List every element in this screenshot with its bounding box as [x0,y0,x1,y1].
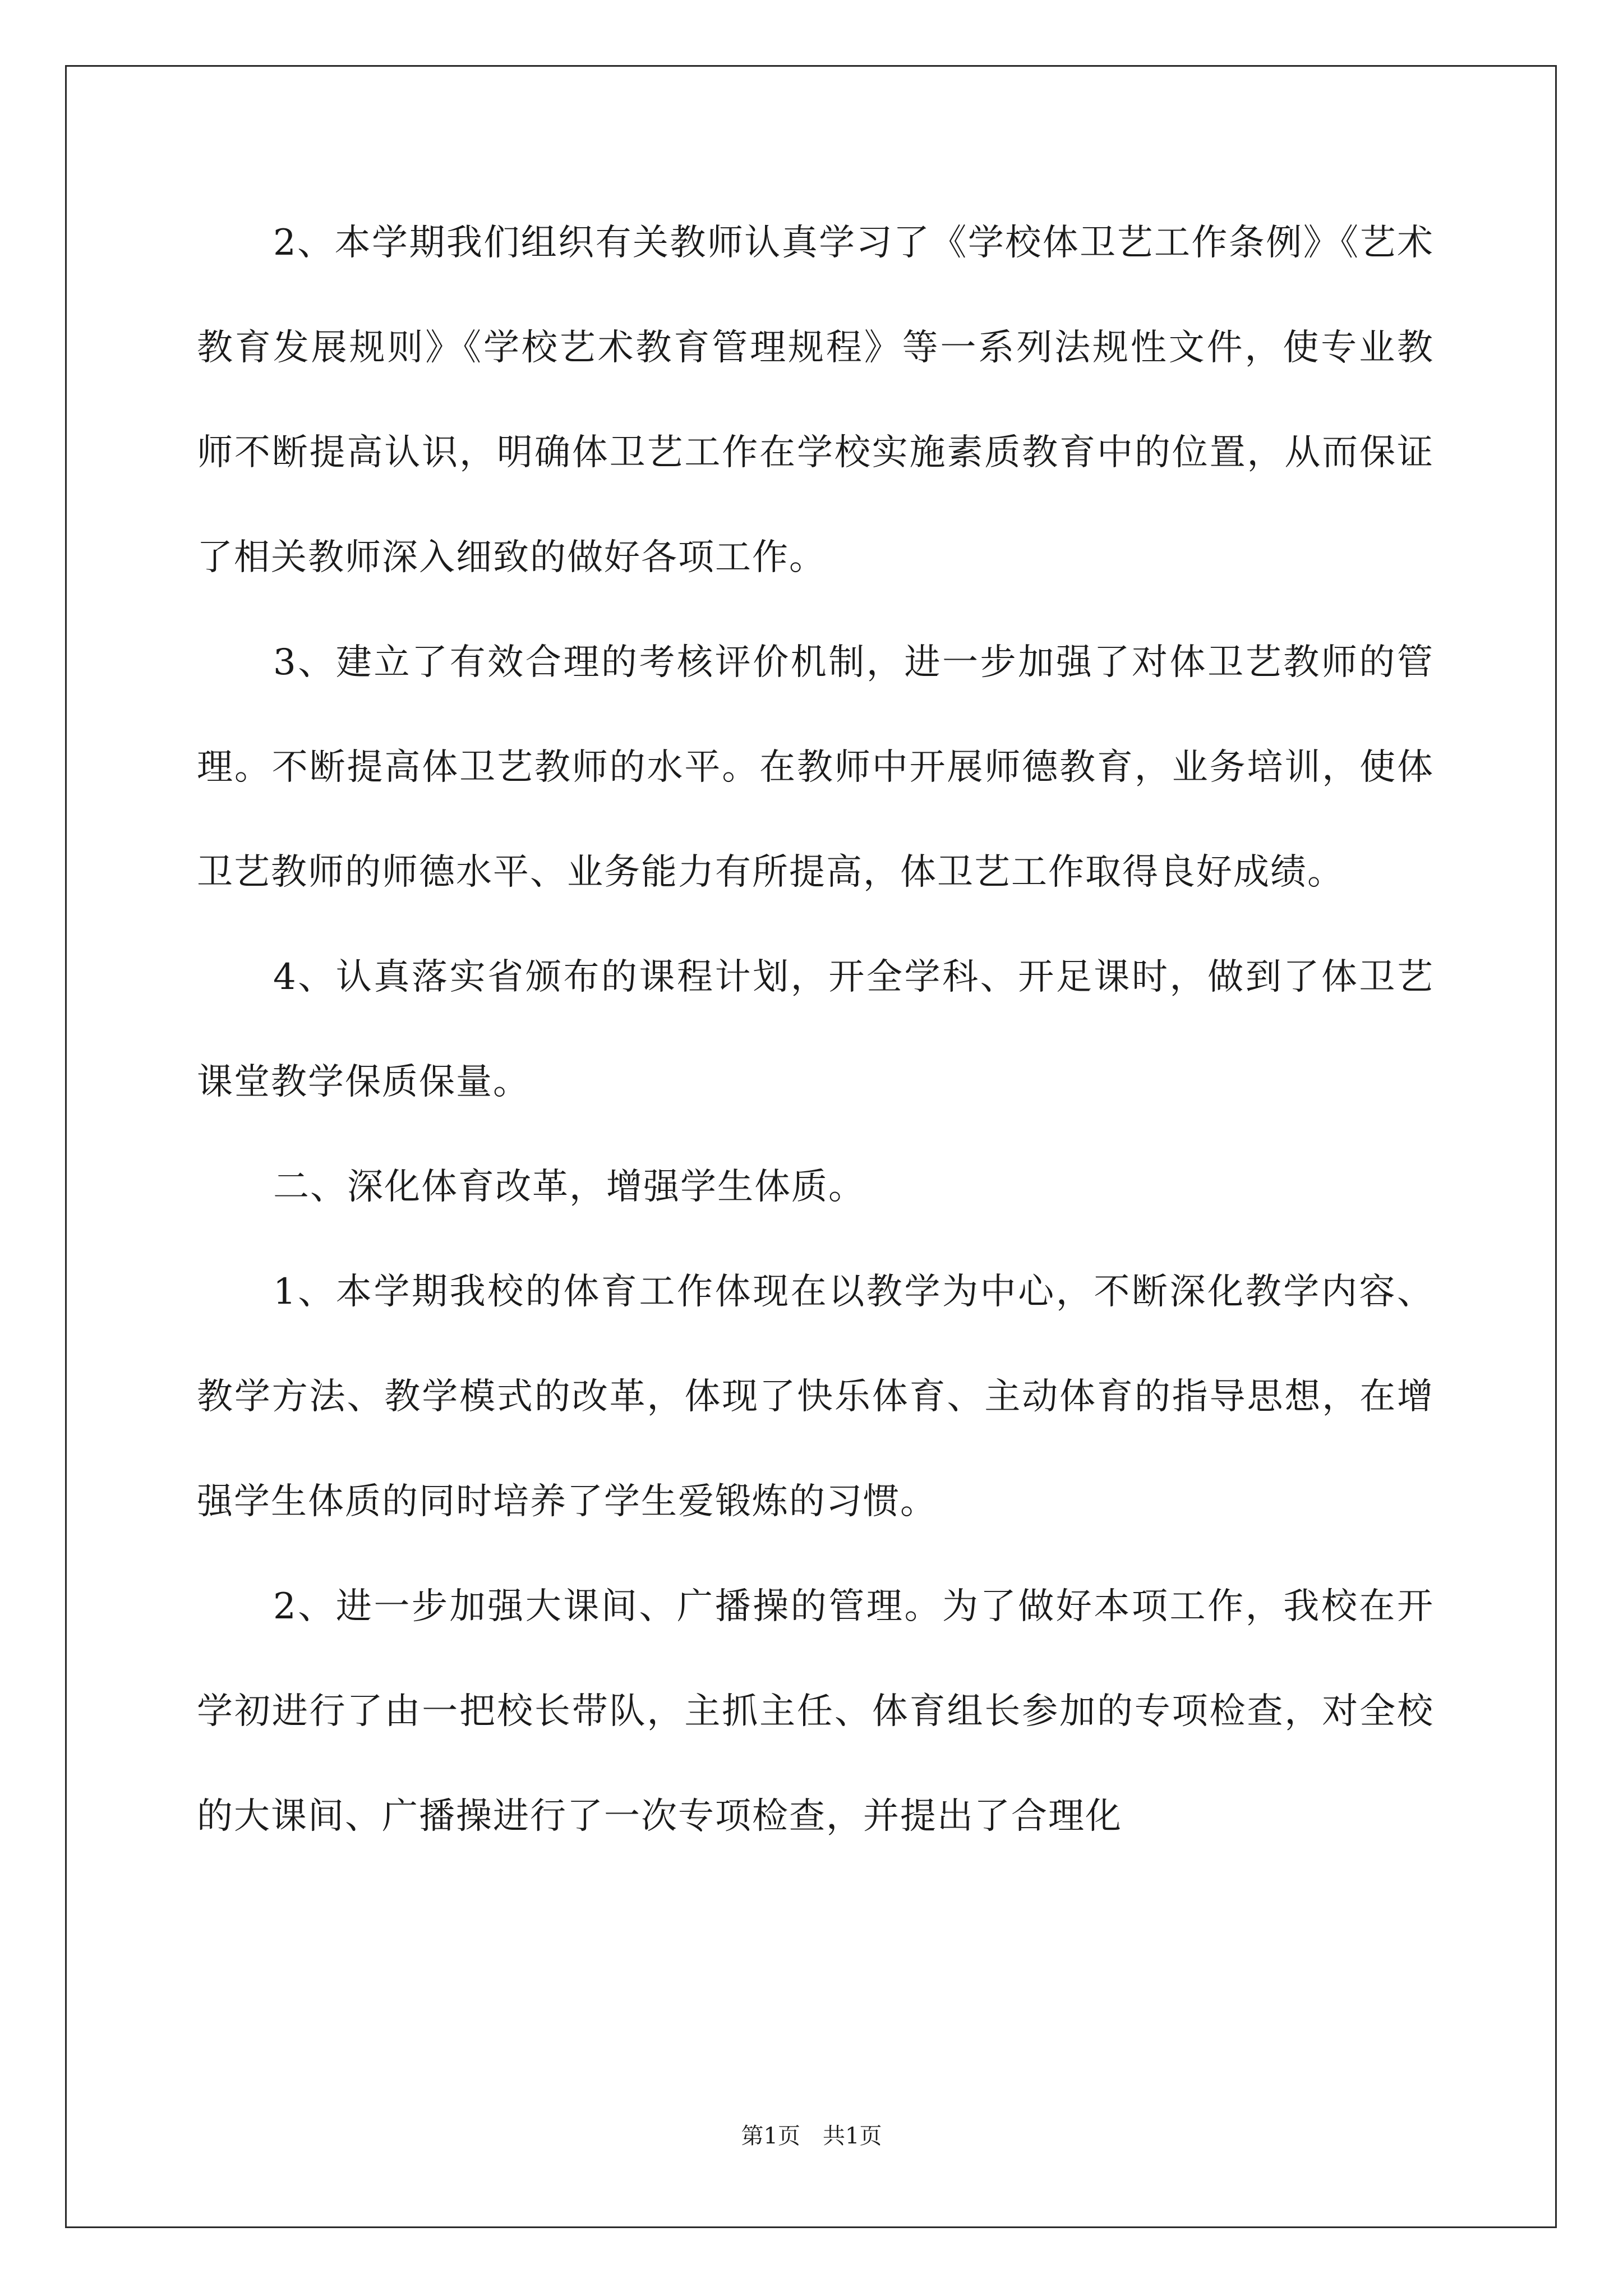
page-total: 共1页 [823,2123,882,2149]
page-footer [0,2119,1623,2153]
paragraph: 2、本学期我们组织有关教师认真学习了《学校体卫艺工作条例》《艺术教育发展规则》《学校艺术教育管理规程》等一系列法规性文件，使专业教师不断提高认识，明确体卫艺工作在学校实施素质教育中的位置，从而保证了相关教师深入细致的做好各项工作。 [197,222,1434,578]
document-body [197,191,1434,1869]
page-number: 第1页 [741,2123,800,2149]
section-heading: 二、深化体育改革，增强学生体质。 [273,1166,865,1208]
paragraph: 1、本学期我校的体育工作体现在以教学为中心，不断深化教学内容、教学方法、教学模式的改革，体现了快乐体育、主动体育的指导思想，在增强学生体质的同时培养了学生爱锻炼的习惯。 [197,1271,1434,1522]
paragraph: 2、进一步加强大课间、广播操的管理。为了做好本项工作，我校在开学初进行了由一把校长带队，主抓主任、体育组长参加的专项检查，对全校的大课间、广播操进行了一次专项检查，并提出了合理化 [197,1586,1434,1837]
paragraph: 4、认真落实省颁布的课程计划，开全学科、开足课时，做到了体卫艺课堂教学保质保量。 [197,956,1434,1103]
paragraph: 3、建立了有效合理的考核评价机制，进一步加强了对体卫艺教师的管理。不断提高体卫艺教师的水平。在教师中开展师德教育，业务培训，使体卫艺教师的师德水平、业务能力有所提高，体卫艺工作取得良好成绩。 [197,642,1434,893]
